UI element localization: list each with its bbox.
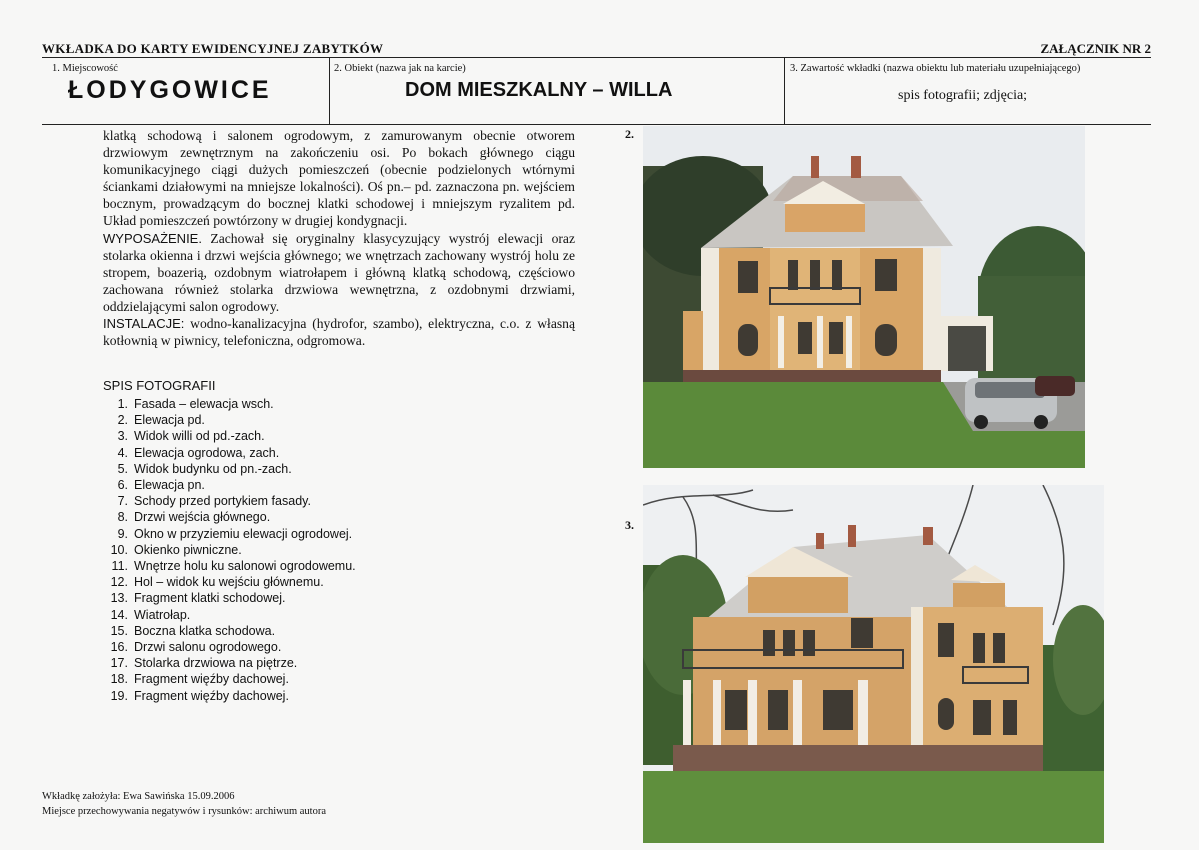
photo-list-item-text: Widok willi od pd.-zach. xyxy=(134,429,265,444)
photo-list-item xyxy=(100,493,356,509)
photo-list-item-text: Elewacja pn. xyxy=(134,478,205,493)
photo-list-item-number: 14. xyxy=(110,607,128,622)
contents-label: 3. Zawartość wkładki (nazwa obiektu lub materiału uzupełniającego) xyxy=(790,63,1081,74)
photo-3-villa-southwest xyxy=(643,485,1104,843)
photo-list-item-number: 8. xyxy=(117,510,128,525)
photo-list-item-number: 11. xyxy=(111,559,128,574)
photo-list-title: SPIS FOTOGRAFII xyxy=(103,378,216,393)
attachment-number: ZAŁĄCZNIK NR 2 xyxy=(1040,41,1151,56)
photo-list-item-text: Hol – widok ku wejściu głównemu. xyxy=(134,575,324,590)
photo-list-item xyxy=(100,428,356,444)
photo-list-item-text: Wnętrze holu ku salonowi ogrodowemu. xyxy=(134,559,356,574)
photo-list-item-number: 1. xyxy=(117,397,128,411)
photo-list-item xyxy=(100,526,356,542)
photo-list-item-number: 17. xyxy=(110,656,128,671)
photo-list-item-text: Schody przed portykiem fasady. xyxy=(134,494,311,509)
object-label: 2. Obiekt (nazwa jak na karcie) xyxy=(334,63,466,74)
photo-list-item xyxy=(100,623,356,639)
photo-list-item-text: Boczna klatka schodowa. xyxy=(134,623,276,638)
photo-list-item-number: 19. xyxy=(110,688,128,703)
photo-list-item xyxy=(100,639,356,655)
photo-list-item-text: Drzwi wejścia głównego. xyxy=(134,510,271,525)
photo-list-item-number: 6. xyxy=(117,478,128,493)
photo-list-item-text: Fasada – elewacja wsch. xyxy=(134,397,274,411)
photo-list-item xyxy=(100,542,356,558)
place-value: ŁODYGOWICE xyxy=(68,76,272,104)
photo-list-item-text: Okno w przyziemiu elewacji ogrodowej. xyxy=(134,526,353,541)
photo-list-item-number: 16. xyxy=(110,640,128,655)
photo-list-item-number: 10. xyxy=(110,542,128,557)
contents-value: spis fotografii; zdjęcia; xyxy=(898,88,1028,103)
document-title: WKŁADKA DO KARTY EWIDENCYJNEJ ZABYTKÓW xyxy=(42,41,384,56)
photo-list xyxy=(100,396,356,704)
object-value: DOM MIESZKALNY – WILLA xyxy=(405,79,673,101)
photo-list-item-text: Drzwi salonu ogrodowego. xyxy=(134,640,282,655)
photo-list-item xyxy=(100,574,356,590)
photo-list-item-text: Fragment więźby dachowej. xyxy=(134,672,289,687)
photo-list-item-number: 4. xyxy=(117,445,128,460)
photo-list-item-number: 9. xyxy=(117,526,128,541)
photo-list-item-number: 15. xyxy=(110,623,128,638)
photo-list-item xyxy=(100,396,356,412)
photo-list-item-number: 13. xyxy=(110,591,128,606)
equipment-heading: WYPOSAŻENIE. xyxy=(103,230,202,246)
photo-2-number: 2. xyxy=(625,127,634,141)
photo-list-item-number: 2. xyxy=(117,413,128,428)
photo-list-item xyxy=(100,655,356,671)
photo-2-villa-front xyxy=(643,126,1085,468)
photo-list-item-text: Fragment więźby dachowej. xyxy=(134,688,289,703)
header-divider-2 xyxy=(784,57,785,124)
photo-list-item xyxy=(100,412,356,428)
header-top-rule xyxy=(42,57,1151,58)
equipment-text: Zachował się oryginalny klasycyzujący wystrój elewacji oraz stolarka okienna i drzwi wejścia głównego; we wnętrzach zachowany wystrój holu ze stropem, boazerią, ozdobnym wiatrołapem i główną klatką schodową, częściowo zachowana również stolarka drzwiowa wewnętrzna, z ozdobnymi drzwiami, oddzielającymi salon ogrodowy. xyxy=(103,230,575,314)
photo-list-item-text: Widok budynku od pn.-zach. xyxy=(134,461,292,476)
photo-list-item xyxy=(100,509,356,525)
photo-list-item-text: Fragment klatki schodowej. xyxy=(134,591,286,606)
photo-list-item-number: 7. xyxy=(117,494,128,509)
photo-list-item xyxy=(100,461,356,477)
photo-list-item-text: Stolarka drzwiowa na piętrze. xyxy=(134,656,298,671)
photo-list-item-text: Okienko piwniczne. xyxy=(134,542,242,557)
photo-list-item-number: 12. xyxy=(110,575,128,590)
photo-list-item xyxy=(100,671,356,687)
photo-list-item-text: Elewacja pd. xyxy=(134,413,205,428)
photo-list-item-number: 5. xyxy=(117,461,128,476)
photo-list-item xyxy=(100,445,356,461)
storage-line: Miejsce przechowywania negatywów i rysunków: archiwum autora xyxy=(42,806,326,817)
photo-list-item xyxy=(100,688,356,704)
description-text xyxy=(103,127,575,349)
place-label: 1. Miejscowość xyxy=(52,63,118,74)
header-bottom-rule xyxy=(42,124,1151,125)
photo-list-item xyxy=(100,590,356,606)
photo-list-item-text: Elewacja ogrodowa, zach. xyxy=(134,445,280,460)
header-divider-1 xyxy=(329,57,330,124)
photo-list-item xyxy=(100,558,356,574)
installations-heading: INSTALACJE: xyxy=(103,316,185,332)
author-line: Wkładkę założyła: Ewa Sawińska 15.09.2006 xyxy=(42,791,235,802)
photo-list-item-number: 18. xyxy=(110,672,128,687)
photo-list-item xyxy=(100,607,356,623)
photo-list-item-text: Wiatrołap. xyxy=(134,607,191,622)
photo-3-number: 3. xyxy=(625,518,634,532)
photo-list-item xyxy=(100,477,356,493)
installations-text: wodno-kanalizacyjna (hydrofor, szambo), elektryczna, c.o. z własną kotłownią w piwnicy, telefoniczna, odgromowa. xyxy=(103,316,575,349)
description-paragraph: klatką schodową i salonem ogrodowym, z zamurowanym obecnie otworem drzwiowym zewnętrznym na zakończeniu osi. Po bokach głównego ciągu komunikacyjnego ciągi dużych pomieszczeń (obecnie podzielonych wtórnymi ściankami działowymi na mniejsze lokalności). Oś pn.– pd. zaznaczona pn. wejściem bocznym, prowadzącym do bocznej klatki schodowej i mniejszym ryzalitem pd. Układ pomieszczeń powtórzony w drugiej kondygnacji. xyxy=(103,128,575,229)
photo-list-item-number: 3. xyxy=(117,429,128,444)
